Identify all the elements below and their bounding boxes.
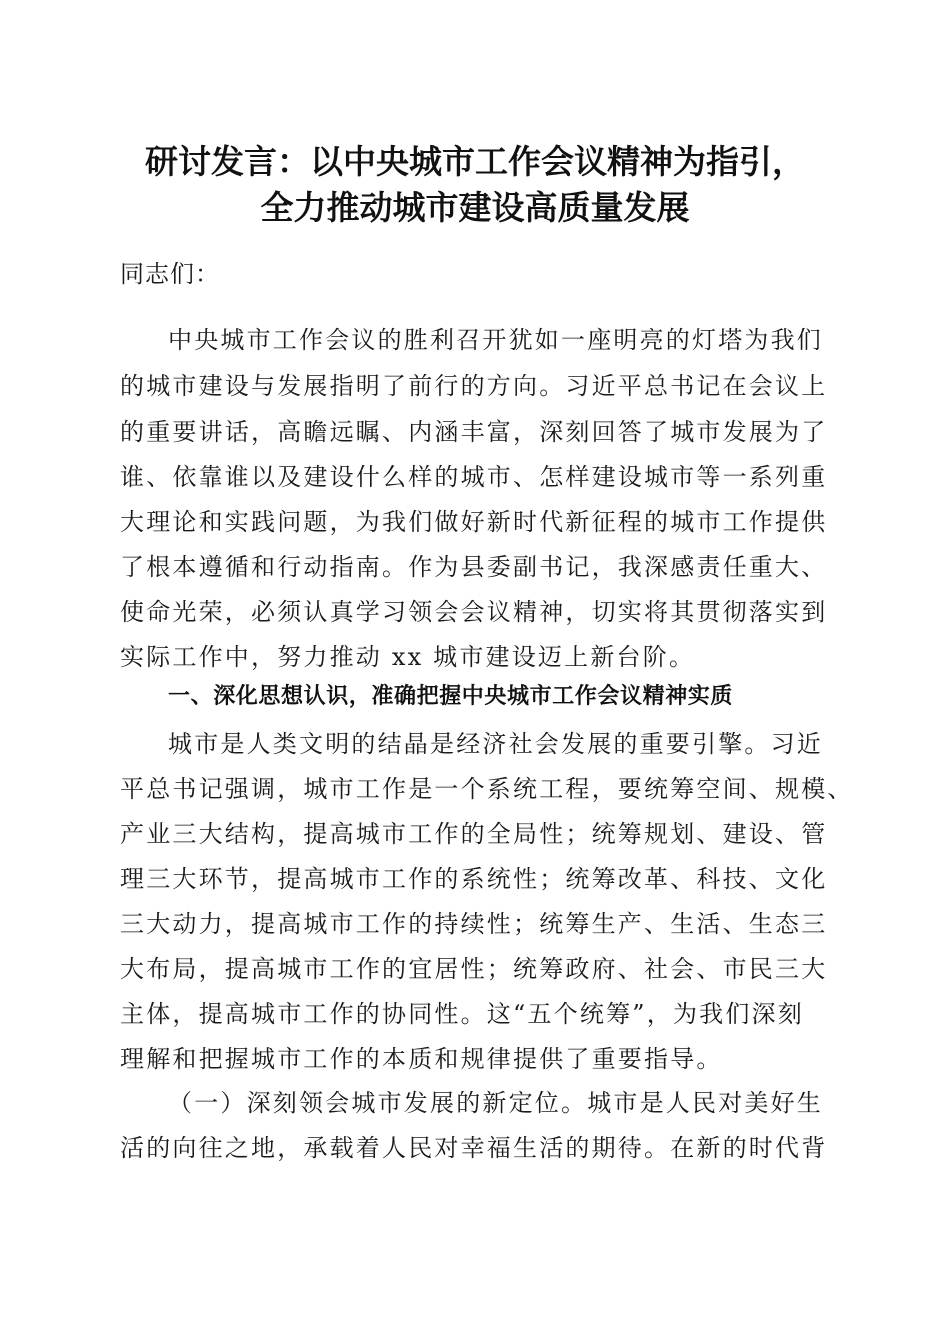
paragraph-1-line: 了根本遵循和行动指南。作为县委副书记，我深感责任重大、 — [120, 553, 828, 581]
paragraph-3-line: （一）深刻领会城市发展的新定位。城市是人民对美好生 — [168, 1089, 823, 1117]
paragraph-2-line: 大布局，提高城市工作的宜居性；统筹政府、社会、市民三大 — [120, 955, 828, 983]
document-title-line-1: 研讨发言：以中央城市工作会议精神为指引， — [145, 142, 805, 181]
paragraph-2-line: 平总书记强调，城市工作是一个系统工程，要统筹空间、规模、 — [120, 775, 854, 803]
paragraph-1-line: 的重要讲话，高瞻远瞩、内涵丰富，深刻回答了城市发展为了 — [120, 418, 828, 446]
document-title-line-2: 全力推动城市建设高质量发展 — [260, 188, 690, 227]
paragraph-2-line: 产业三大结构，提高城市工作的全局性；统筹规划、建设、管 — [120, 820, 828, 848]
paragraph-1-line: 实际工作中，努力推动 xx 城市建设迈上新台阶。 — [120, 643, 696, 671]
paragraph-2-line: 城市是人类文明的结晶是经济社会发展的重要引擎。习近 — [168, 730, 823, 758]
paragraph-1-line: 大理论和实践问题，为我们做好新时代新征程的城市工作提供 — [120, 508, 828, 536]
paragraph-2-line: 三大动力，提高城市工作的持续性；统筹生产、生活、生态三 — [120, 910, 828, 938]
paragraph-1-line: 中央城市工作会议的胜利召开犹如一座明亮的灯塔为我们 — [168, 326, 823, 354]
section-1-heading: 一、深化思想认识，准确把握中央城市工作会议精神实质 — [168, 684, 734, 709]
paragraph-1-line: 谁、依靠谁以及建设什么样的城市、怎样建设城市等一系列重 — [120, 463, 828, 491]
paragraph-3-line: 活的向往之地，承载着人民对幸福生活的期待。在新的时代背 — [120, 1134, 828, 1162]
paragraph-2-line: 理三大环节，提高城市工作的系统性；统筹改革、科技、文化 — [120, 865, 828, 893]
paragraph-1-line: 使命光荣，必须认真学习领会会议精神，切实将其贯彻落实到 — [120, 598, 828, 626]
paragraph-2-line: 主体，提高城市工作的协同性。这“五个统筹”，为我们深刻 — [120, 1000, 804, 1028]
paragraph-1-line: 的城市建设与发展指明了前行的方向。习近平总书记在会议上 — [120, 372, 828, 400]
paragraph-2-line: 理解和把握城市工作的本质和规律提供了重要指导。 — [120, 1045, 723, 1073]
salutation: 同志们： — [120, 260, 220, 288]
